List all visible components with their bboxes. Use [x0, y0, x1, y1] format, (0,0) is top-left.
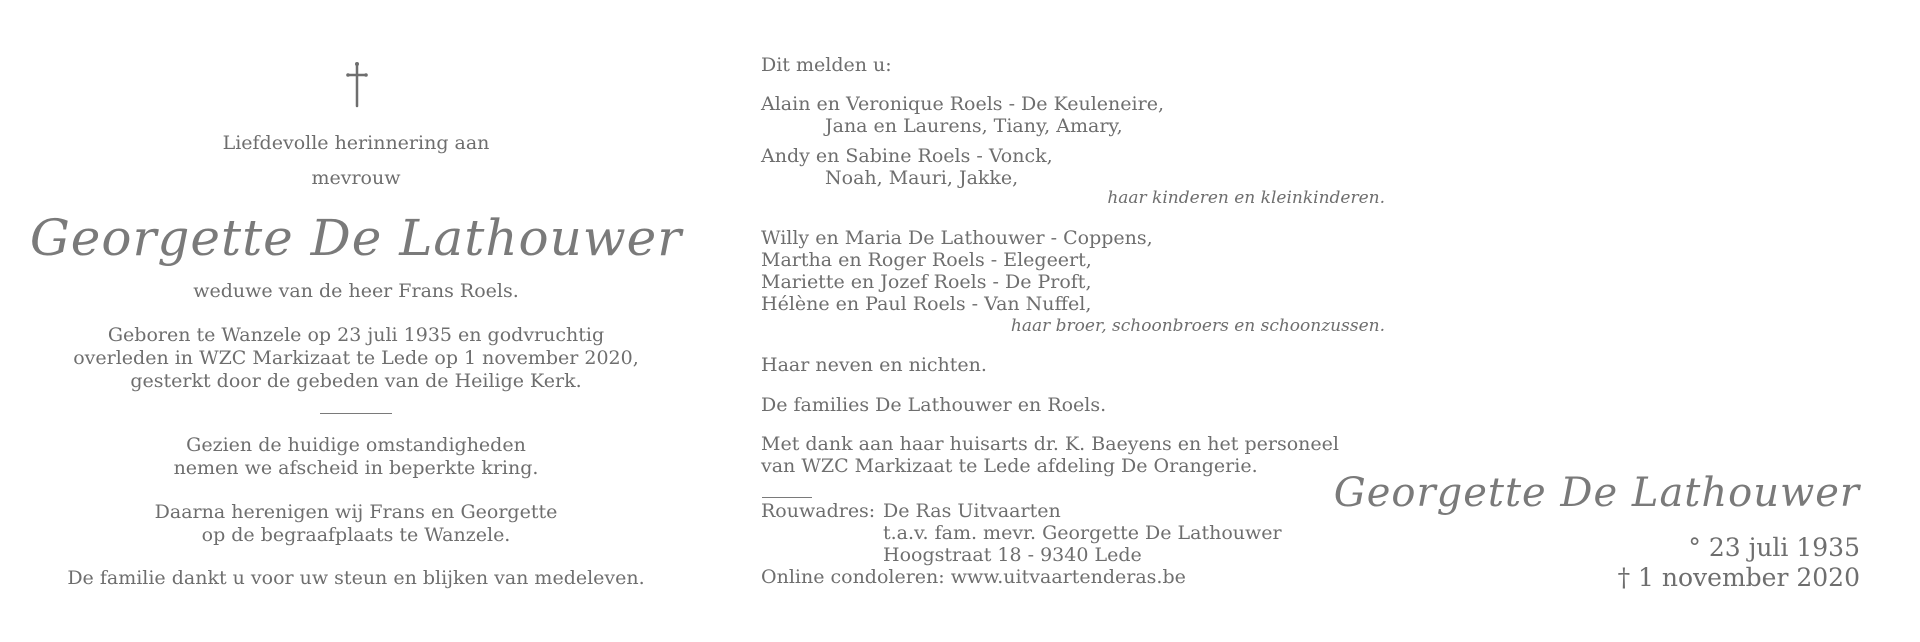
- birth-date: ° 23 juli 1935: [1688, 533, 1860, 562]
- child-family-line: Andy en Sabine Roels - Vonck,: [761, 145, 1053, 167]
- children-caption: haar kinderen en kleinkinderen.: [1107, 188, 1385, 208]
- intro-text: Liefdevolle herinnering aan: [222, 132, 490, 154]
- circumstances-line: nemen we afscheid in beperkte kring.: [173, 457, 539, 479]
- circumstances-line: Gezien de huidige omstandigheden: [186, 434, 526, 456]
- announce-text: Dit melden u:: [761, 54, 892, 76]
- child-family-line: Alain en Veronique Roels - De Keuleneire,: [761, 93, 1164, 115]
- sibling-line: Willy en Maria De Lathouwer - Coppens,: [761, 227, 1153, 249]
- death-date: † 1 november 2020: [1617, 563, 1860, 592]
- memorial-middle-panel: [761, 0, 1401, 642]
- birth-line: Geboren te Wanzele op 23 juli 1935 en godvruchtig: [107, 324, 605, 346]
- memorial-right-panel: [1333, 0, 1860, 642]
- address-line: De Ras Uitvaarten: [883, 500, 1061, 522]
- thanks-line: Met dank aan haar huisarts dr. K. Baeyens en het personeel: [761, 433, 1339, 455]
- deceased-name: Georgette De Lathouwer: [29, 209, 683, 267]
- memorial-left-panel: [0, 0, 712, 642]
- address-line: Hoogstraat 18 - 9340 Lede: [883, 544, 1142, 566]
- address-line: t.a.v. fam. mevr. Georgette De Lathouwer: [883, 522, 1282, 544]
- sibling-line: Mariette en Jozef Roels - De Proft,: [761, 271, 1092, 293]
- thanks-line: van WZC Markizaat te Lede afdeling De Orangerie.: [761, 455, 1258, 477]
- family-thanks: De familie dankt u voor uw steun en blijken van medeleven.: [67, 567, 645, 589]
- address-label: Rouwadres:: [761, 500, 876, 522]
- divider: [762, 497, 812, 498]
- reunite-line: Daarna herenigen wij Frans en Georgette: [154, 501, 558, 523]
- nephews-text: Haar neven en nichten.: [761, 354, 987, 376]
- sibling-line: Martha en Roger Roels - Elegeert,: [761, 249, 1092, 271]
- latin-cross-icon: [340, 60, 374, 110]
- title-text: mevrouw: [311, 167, 401, 189]
- deceased-name-small: Georgette De Lathouwer: [1333, 470, 1860, 516]
- grandchildren-line: Noah, Mauri, Jakke,: [825, 167, 1019, 189]
- families-text: De families De Lathouwer en Roels.: [761, 394, 1107, 416]
- reunite-line: op de begraafplaats te Wanzele.: [201, 524, 511, 546]
- birth-line: gesterkt door de gebeden van de Heilige Kerk.: [130, 370, 582, 392]
- sibling-line: Hélène en Paul Roels - Van Nuffel,: [761, 293, 1092, 315]
- birth-line: overleden in WZC Markizaat te Lede op 1 november 2020,: [73, 347, 639, 369]
- online-condolences: Online condoleren: www.uitvaartenderas.be: [761, 566, 1186, 588]
- divider: [320, 413, 392, 414]
- widow-text: weduwe van de heer Frans Roels.: [193, 280, 519, 302]
- siblings-caption: haar broer, schoonbroers en schoonzussen.: [1010, 316, 1385, 336]
- grandchildren-line: Jana en Laurens, Tiany, Amary,: [825, 115, 1123, 137]
